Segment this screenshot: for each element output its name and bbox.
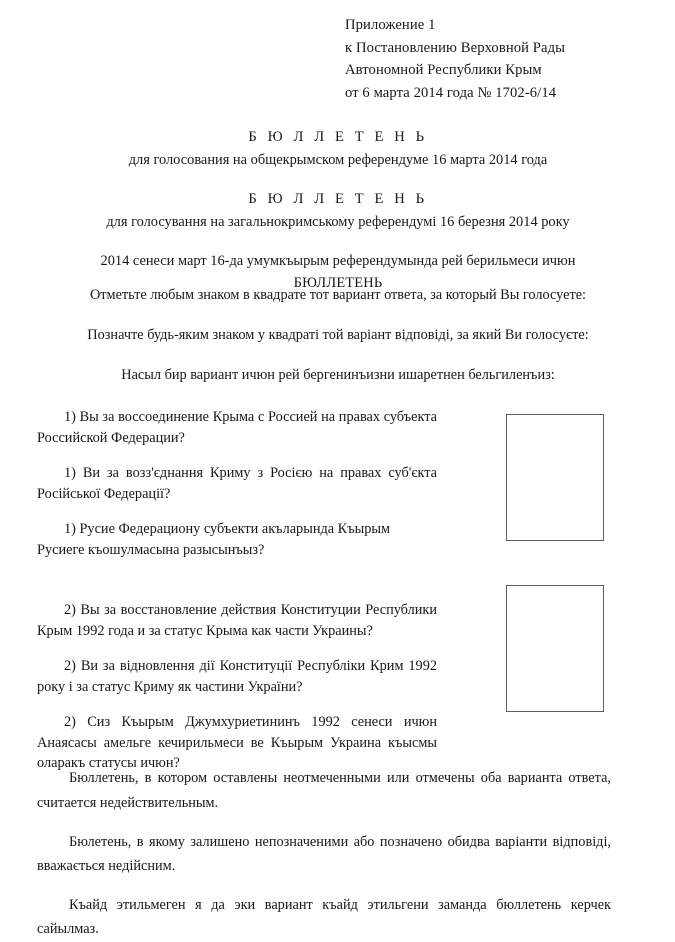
- question-spacer: [37, 578, 437, 600]
- ballot-subtitle-ukrainian: для голосування на загальнокримському референдумі 16 березня 2014 року: [106, 214, 570, 230]
- question-1-russian: 1) Вы за воссоединение Крыма с Россией на правах субъекта Российской Федерации?: [37, 409, 437, 446]
- header-line-resolution: к Постановлению Верховной Рады: [345, 39, 566, 56]
- question-1-ukrainian: 1) Ви за возз'єднання Криму з Росією на правах суб'єкта Російської Федерації?: [37, 465, 437, 502]
- validity-note-ukrainian: Бюлетень, в якому залишено непозначеними або позначено обидва варіанти відповіді, вважається недійсним.: [37, 833, 611, 875]
- validity-note-russian: Бюллетень, в котором оставлены неотмеченными или отмечены оба варианта ответа, считается недействительным.: [37, 770, 611, 811]
- validity-note-crimean-tatar: Къайд этильмеген я да эки вариант къайд этильгени заманда бюллетень керчек сайылмаз.: [37, 896, 611, 938]
- question-1-crimean-tatar: 1) Русие Федерациону субъекти акъларында Къырым Русиеге къошулмасына разысынъыз?: [37, 521, 390, 558]
- question-2: [37, 600, 437, 774]
- voting-instructions: [28, 285, 648, 385]
- document-header: [345, 14, 665, 104]
- question-2-crimean-tatar: 2) Сиз Къырым Джумхуриетининъ 1992 сенеси ичюн Анаясасы амельге кечирильмеси ве Къырым Украина къысмы оларакъ статусы ичюн?: [37, 714, 437, 771]
- header-line-date-number: от 6 марта 2014 года № 1702-6/14: [345, 84, 557, 101]
- ballot-subtitle-crimean-tatar: 2014 сенеси март 16-да умумкъырым референдумында рей берильмеси ичюн: [100, 253, 576, 269]
- ballot-titles: [28, 127, 648, 293]
- ballot-heading-ukrainian: Б Ю Л Л Е Т Е Н Ь: [248, 191, 428, 207]
- vote-box-question-2[interactable]: [506, 585, 604, 712]
- question-1: [37, 407, 437, 560]
- title-group-russian: [28, 127, 648, 170]
- vote-box-question-1[interactable]: [506, 414, 604, 541]
- instruction-crimean-tatar: Насыл бир вариант ичюн рей бергенинъизни ишаретнен бельгиленъиз:: [121, 367, 555, 383]
- ballot-questions: [37, 407, 437, 774]
- instruction-ukrainian: Позначте будь-яким знаком у квадраті той варіант відповіді, за який Ви голосуєте:: [87, 327, 589, 343]
- ballot-heading-crimean-tatar: БЮЛЛЕТЕНЬ: [293, 275, 383, 291]
- header-line-appendix: Приложение 1: [345, 17, 436, 33]
- instruction-russian: Отметьте любым знаком в квадрате тот вариант ответа, за который Вы голосуете:: [89, 287, 587, 303]
- question-2-ukrainian: 2) Ви за відновлення дії Конституції Республіки Крим 1992 року і за статус Криму як частини України?: [37, 658, 437, 695]
- header-line-republic: Автономной Республики Крым: [345, 62, 542, 78]
- ballot-validity-notes: [37, 752, 611, 942]
- ballot-heading-russian: Б Ю Л Л Е Т Е Н Ь: [248, 129, 428, 145]
- title-group-ukrainian: [28, 189, 648, 232]
- ballot-subtitle-russian: для голосования на общекрымском референдуме 16 марта 2014 года: [128, 152, 548, 168]
- question-2-russian: 2) Вы за восстановление действия Конституции Республики Крым 1992 года и за статус Крыма как части Украины?: [37, 602, 437, 639]
